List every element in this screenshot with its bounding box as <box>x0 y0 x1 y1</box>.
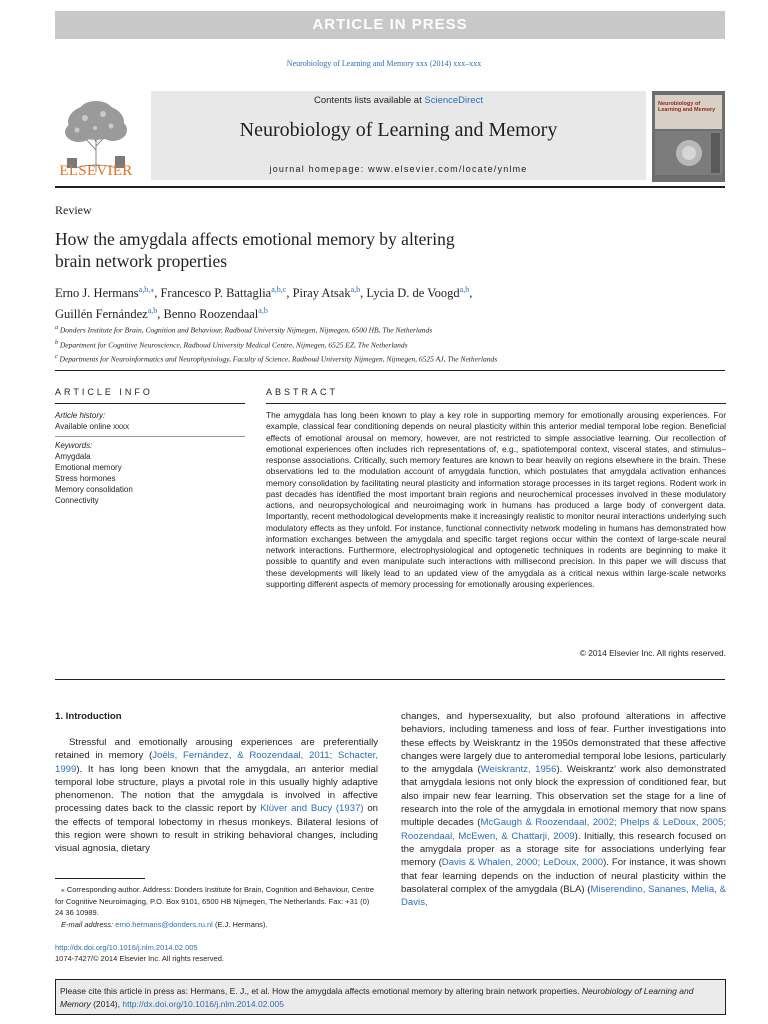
citation-link[interactable]: McGaugh & Roozendaal, 2002; Phelps & LeDoux, 2005; Roozendaal, McEwen, & Chattarji, 2009 <box>401 817 726 842</box>
body-column-left: Stressful and emotionally arousing experiences are preferentially retained in memory (Joëls, Fernández, & Roozendaal, 2011; Schacter, 1999). It has long been known that the amygdala, an anterior medial temporal lobe structure, plays a pivotal role in this usually highly adaptive phenomenon. The notion that the amygdala is involved in affective processing dates back to the classic report by Klüver and Bucy (1937) on the effects of temporal lobectomy in rhesus monkeys. Bilateral lesions of this region were shown to result in striking behavioral changes, including visual agnosia, dietary <box>55 737 379 855</box>
abstract-heading: ABSTRACT <box>266 387 339 397</box>
citation-link[interactable]: Weiskrantz, 1956 <box>480 764 557 776</box>
author-name: Benno Roozendaal <box>163 307 259 322</box>
article-title-line-2: brain network properties <box>55 251 228 271</box>
abstract-copyright: © 2014 Elsevier Inc. All rights reserved. <box>579 648 726 658</box>
issn-line: 1074-7427/© 2014 Elsevier Inc. All rights reserved. <box>55 954 224 963</box>
journal-header <box>55 83 725 188</box>
article-info-heading: ARTICLE INFO <box>55 387 153 397</box>
sciencedirect-link[interactable]: ScienceDirect <box>424 95 483 106</box>
author-name: Lycia D. de Voogd <box>366 286 460 301</box>
journal-title: Neurobiology of Learning and Memory <box>239 119 558 141</box>
history-label: Article history: <box>55 411 106 420</box>
journal-citation-line[interactable]: Neurobiology of Learning and Memory xxx (2014) xxx–xxx <box>286 59 482 68</box>
keyword-item: Stress hormones <box>55 474 116 483</box>
cover-artwork-icon <box>655 131 722 175</box>
citation-link[interactable]: Klüver and Bucy (1937) <box>260 803 364 815</box>
article-info-rule <box>55 403 245 404</box>
section-divider <box>55 679 725 680</box>
section-divider <box>55 370 725 371</box>
author-name: Erno J. Hermans <box>55 286 139 301</box>
article-info-panel <box>55 410 245 506</box>
article-title-line-1: How the amygdala affects emotional memory by altering <box>55 229 455 249</box>
author-affiliation-mark[interactable]: a,b <box>258 306 268 316</box>
author-name: Francesco P. Battaglia <box>160 286 272 301</box>
cite-doi-link[interactable]: http://dx.doi.org/10.1016/j.nlm.2014.02.005 <box>122 999 284 1009</box>
contents-prefix: Contents lists available at <box>314 95 425 106</box>
keyword-item: Amygdala <box>55 452 91 461</box>
author-affiliation-mark[interactable]: a,b <box>459 285 470 294</box>
article-in-press-banner: ARTICLE IN PRESS <box>55 11 725 39</box>
author-affiliation-mark[interactable]: a,b,c <box>271 285 287 294</box>
doi-link[interactable]: http://dx.doi.org/10.1016/j.nlm.2014.02.005 <box>55 943 198 952</box>
journal-masthead <box>151 91 646 180</box>
cover-title: Neurobiology of Learning and Memory <box>655 95 722 129</box>
citation-link[interactable]: Miserendino, Sananes, Melia, & Davis, <box>401 883 726 909</box>
journal-cover-thumbnail <box>652 91 725 182</box>
keywords-label: Keywords: <box>55 441 93 450</box>
elsevier-wordmark: ELSEVIER <box>59 163 133 179</box>
body-column-right: changes, and hypersexuality, but also profound alterations in affective behaviors, including tameness and loss of fear. Further investigations into these effects by Weiskrantz in the 1950s demonstrated that these affective changes were largely due to anteromedial temporal lobe lesions, particularly to the amygdala (Weiskrantz, 1956). Weiskrantz' work also demonstrated that amygdala lesions not only block the expression of conditioned fear, but also impair new fear learning. This observation set the stage for a line of research into the role of the amygdala in emotional memory that now spans multiple decades (McGaugh & Roozendaal, 2002; Phelps & LeDoux, 2005; Roozendaal, McEwen, & Chattarji, 2009). Initially, this research focused on the amygdala proper as a storage site for associations underlying fear memory (Davis & Whalen, 2000; LeDoux, 2000). For instance, it was shown that fear learning depends on the induction of neural plasticity within the basolateral complex of the amygdala (BLA) (Miserendino, Sananes, Melia, & Davis, <box>401 711 726 909</box>
citation-link[interactable]: Davis & Whalen, 2000; LeDoux, 2000 <box>441 857 604 869</box>
author-affiliation-mark[interactable]: a,b <box>147 306 158 316</box>
email-link[interactable]: erno.hermans@donders.ru.nl <box>115 919 213 929</box>
author-list: Erno J. Hermans$^{a,b,⁎}$, Francesco P. Battaglia$^{a,b,c}$, Piray Atsak$^{a,b}$, Lycia D. de Voogd$^{a,b}$, Guillén Fernández$^{a,b}$, Benno Roozendaal$^{a,b}$ <box>55 285 473 322</box>
info-separator <box>55 436 245 437</box>
doi-block <box>55 942 378 964</box>
keyword-item: Memory consolidation <box>55 485 133 494</box>
author-name: Guillén Fernández <box>55 307 148 322</box>
corresponding-author-footnote: ⁎ Corresponding author. Address: Donders Institute for Brain, Cognition and Behaviour, Centre for Cognitive Neuroimaging, P.O. Box 9101, 6500 HB Nijmegen, The Netherlands. Fax: +31 (0) 24 36 10989. E-mail address: erno.hermans@donders.ru.nl (E.J. Hermans). <box>55 885 375 929</box>
history-value: Available online xxxx <box>55 422 130 431</box>
author-name: Piray Atsak <box>292 286 351 301</box>
keyword-item: Connectivity <box>55 496 99 505</box>
affiliation-item: $^b$ Department for Cognitive Neuroscience, Radboud University Medical Centre, Nijmegen, 6525 EZ, The Netherlands <box>55 339 408 349</box>
author-affiliation-mark[interactable]: a,b,⁎ <box>138 285 155 294</box>
affiliation-item: $^c$ Departments for Neuroinformatics and Neurophysiology, Faculty of Science, Radboud University Nijmegen, Nijmegen, 6525 AJ, The Netherlands <box>55 354 498 364</box>
article-title <box>55 228 615 272</box>
contents-lists-line <box>151 95 646 106</box>
article-type: Review <box>55 203 92 217</box>
author-affiliation-mark[interactable]: a,b <box>350 285 361 294</box>
affiliations <box>55 322 715 366</box>
keyword-item: Emotional memory <box>55 463 122 472</box>
journal-homepage[interactable]: journal homepage: www.elsevier.com/locate/ynlme <box>269 164 528 174</box>
abstract-rule <box>266 403 726 404</box>
abstract-text: The amygdala has long been known to play a key role in supporting memory for emotionally arousing experiences. For example, classical fear conditioning depends on neural plasticity within this anterior medial temporal lobe region. Beneficial effects of emotional arousal on memory, however, are not restricted to simple associative learning. Our recollection of emotional experiences often includes rich representations of, e.g., spatiotemporal context, visceral states, and stimulus–response associations. Critically, such memory features are known to bear heavily on regions elsewhere in the brain. These observations led to the modulation account of amygdala function, which postulates that amygdala activation enhances memory consolidation by facilitating neural plasticity and information storage processes in its target regions. Rodent work in past decades has identified the most important brain regions and neurochemical processes involved in these modulatory actions, and neuropsychological and neuroimaging work in humans has produced a large body of convergent data. Importantly, recent methodological developments make it increasingly realistic to monitor neural interactions underlying such modulatory effects as they unfold. For instance, functional connectivity network modeling in humans has demonstrated how information exchanges between the amygdala and specific target regions occur within the context of large-scale neural network interactions. Furthermore, electrophysiological and optogenetic techniques in rodents are beginning to make it possible to quantify and even manipulate such interactions with millisecond precision. In this paper we will discuss that these developments will likely lead to an updated view of the amygdala as a critical nexus within large-scale networks supporting different aspects of memory processing for emotionally arousing experiences. <box>266 410 726 589</box>
footnote-rule <box>55 878 145 879</box>
affiliation-item: $^a$ Donders Institute for Brain, Cognition and Behaviour, Radboud University Nijmegen, Nijmegen, 6500 HB, The Netherlands <box>55 325 433 335</box>
introduction-heading: 1. Introduction <box>55 711 122 722</box>
cite-this-article-box: Please cite this article in press as: Hermans, E. J., et al. How the amygdala affects emotional memory by altering brain network properties. Neurobiology of Learning and Memory (2014), http://dx.doi.org/10.1016/j.nlm.2014.02.005 <box>55 979 726 1015</box>
citation-link[interactable]: Joëls, Fernández, & Roozendaal, 2011; Schacter, 1999 <box>55 750 379 775</box>
